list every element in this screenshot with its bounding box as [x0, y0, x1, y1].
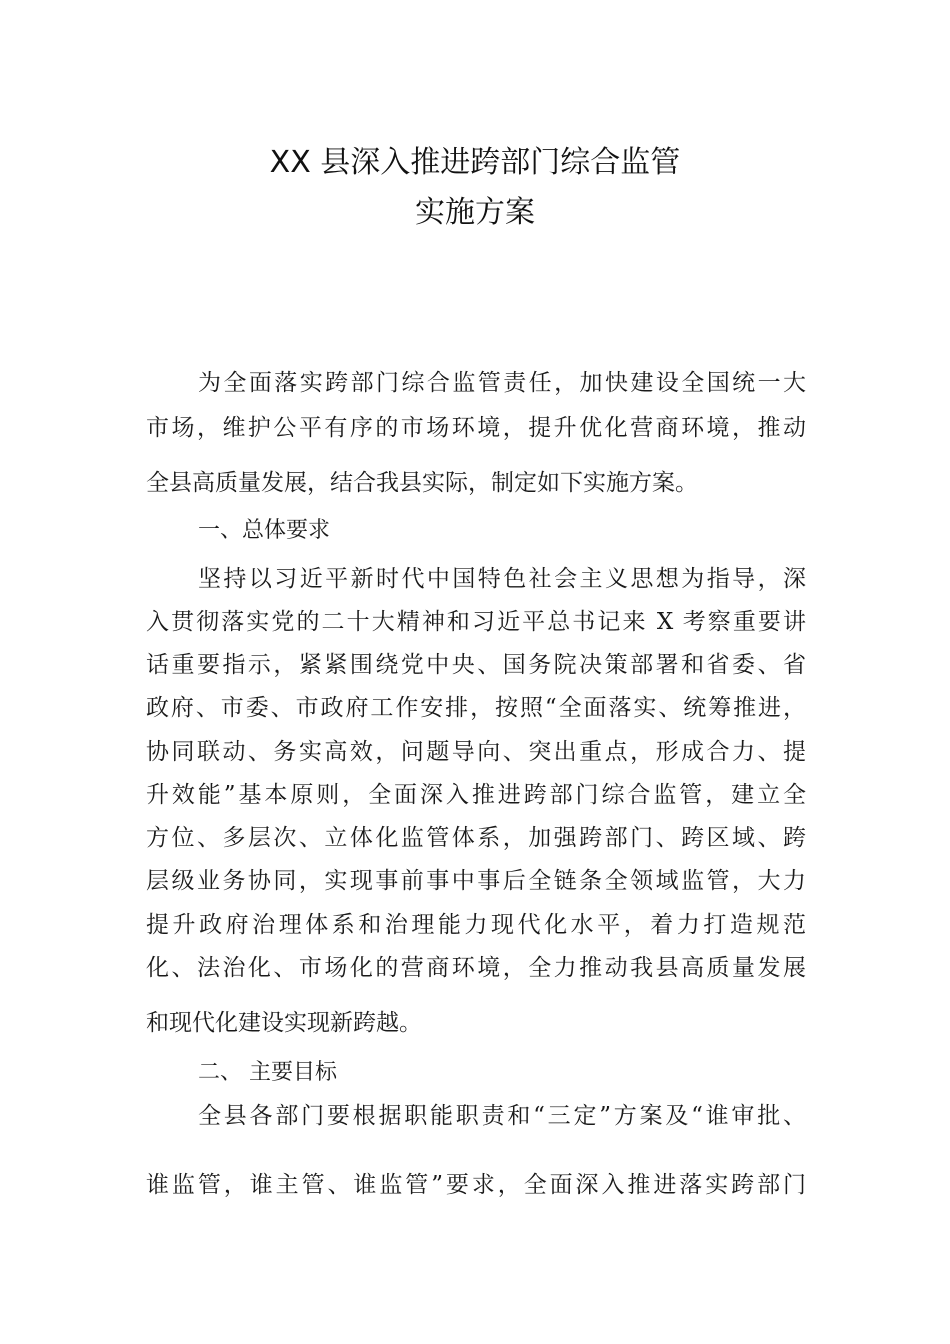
intro-line: 全县高质量发展，结合我县实际，制定如下实施方案。	[146, 470, 698, 496]
body-line: 和现代化建设实现新跨越。	[146, 1010, 422, 1036]
body-line: 层级业务协同，实现事前事中事后全链条全领域监管，大力	[146, 868, 806, 894]
body-line: 化、法治化、市场化的营商环境，全力推动我县高质量发展	[146, 955, 806, 981]
body-line: 全县各部门要根据职能职责和“三定”方案及“谁审批、	[198, 1103, 806, 1129]
document-title-line-1: XX 县深入推进跨部门综合监管	[269, 145, 681, 180]
intro-line: 为全面落实跨部门综合监管责任，加快建设全国统一大	[198, 370, 806, 396]
intro-line: 市场，维护公平有序的市场环境，提升优化营商环境，推动	[146, 415, 806, 441]
body-line: 协同联动、务实高效，问题导向、突出重点，形成合力、提	[146, 739, 806, 765]
section-heading-1: 一、总体要求	[198, 518, 331, 543]
body-line: 提升政府治理体系和治理能力现代化水平，着力打造规范	[146, 912, 806, 938]
body-line: 入贯彻落实党的二十大精神和习近平总书记来 X 考察重要讲	[146, 609, 806, 635]
body-line: 坚持以习近平新时代中国特色社会主义思想为指导，深	[198, 566, 806, 592]
body-line: 话重要指示，紧紧围绕党中央、国务院决策部署和省委、省	[146, 652, 806, 678]
body-line: 升效能”基本原则，全面深入推进跨部门综合监管，建立全	[146, 782, 806, 808]
document-title-line-2: 实施方案	[415, 195, 535, 230]
body-line: 方位、多层次、立体化监管体系，加强跨部门、跨区域、跨	[146, 825, 806, 851]
section-heading-2: 二、 主要目标	[198, 1060, 337, 1085]
body-line: 政府、市委、市政府工作安排，按照“全面落实、统筹推进，	[146, 695, 806, 721]
body-line: 谁监管，谁主管、谁监管”要求，全面深入推进落实跨部门	[146, 1172, 806, 1198]
